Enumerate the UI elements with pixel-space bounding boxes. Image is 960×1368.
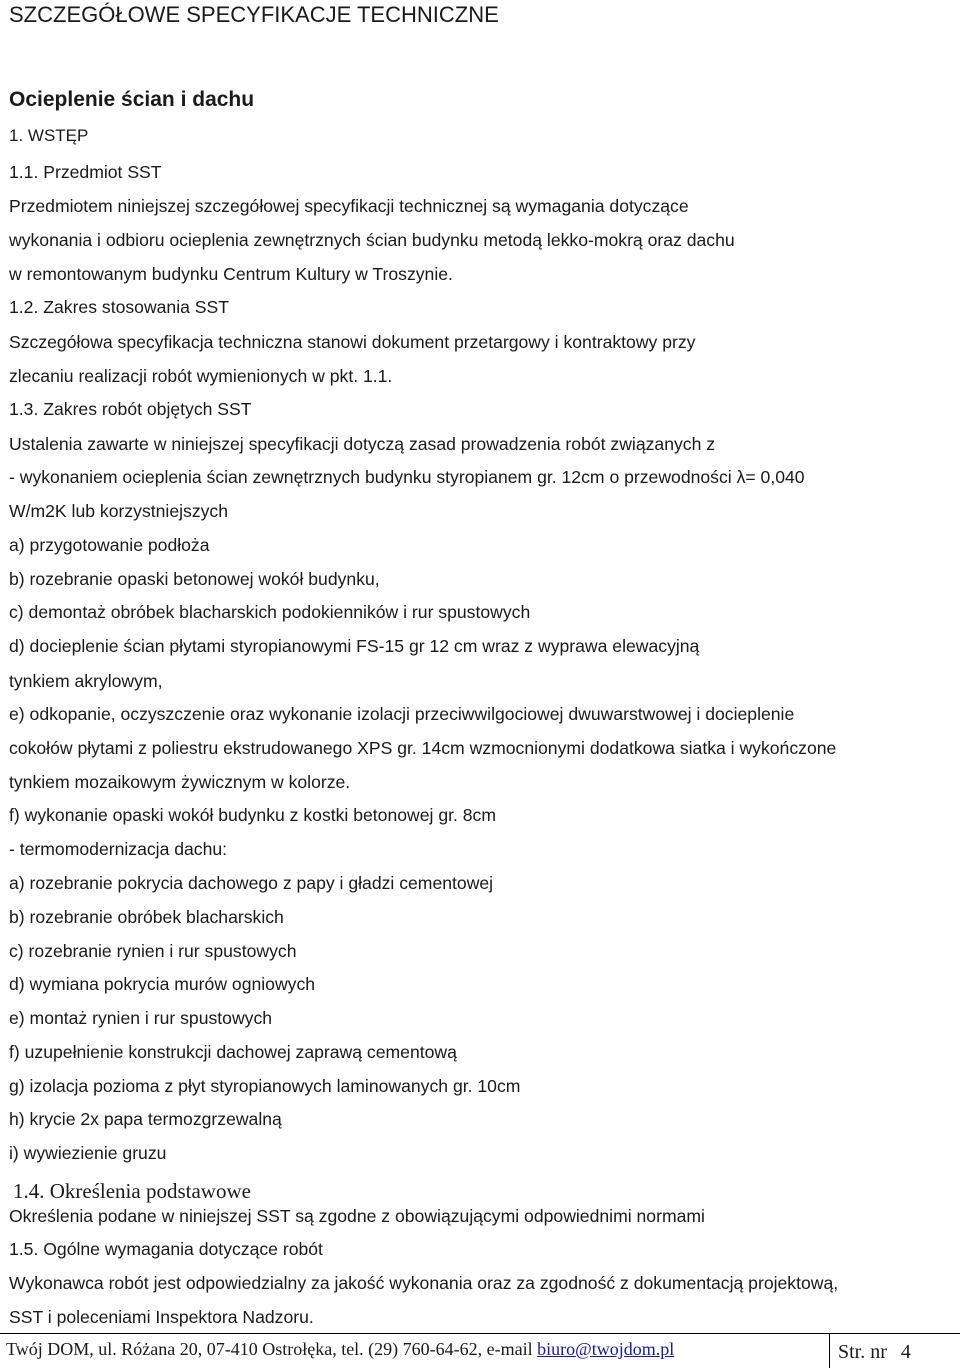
section-heading-1-4: 1.4. Określenia podstawowe (13, 1179, 251, 1203)
page-number: 4 (900, 1341, 911, 1363)
document-title: SZCZEGÓŁOWE SPECYFIKACJE TECHNICZNE (9, 2, 499, 27)
page-footer (0, 1333, 960, 1368)
list-item: b) rozebranie opaski betonowej wokół budynku, (9, 569, 380, 589)
paragraph-line: wykonania i odbioru ocieplenia zewnętrznych ścian budynku metodą lekko-mokrą oraz dachu (9, 230, 735, 250)
list-item: f) wykonanie opaski wokół budynku z kostki betonowej gr. 8cm (9, 805, 497, 825)
list-item: f) uzupełnienie konstrukcji dachowej zaprawą cementową (9, 1042, 457, 1062)
list-item: g) izolacja pozioma z płyt styropianowych laminowanych gr. 10cm (9, 1076, 521, 1096)
footer-email-link[interactable]: biuro@twojdom.pl (537, 1339, 675, 1359)
list-item: c) demontaż obróbek blacharskich podokienników i rur spustowych (9, 602, 531, 622)
paragraph-line: Wykonawca robót jest odpowiedzialny za jakość wykonania oraz za zgodność z dokumentacją projektową, (9, 1273, 839, 1293)
list-item-continuation: cokołów płytami z poliestru ekstrudowanego XPS gr. 14cm wzmocnionymi dodatkowa siatka i wykończone (9, 738, 837, 758)
footer-contact-text: Twój DOM, ul. Różana 20, 07-410 Ostrołęka, tel. (29) 760-64-62, e-mail (6, 1339, 538, 1359)
footer-page-indicator (838, 1340, 911, 1364)
list-item-continuation: tynkiem akrylowym, (9, 671, 163, 691)
list-item: i) wywiezienie gruzu (9, 1143, 167, 1163)
page-label: Str. nr (838, 1341, 887, 1363)
paragraph-line: - termomodernizacja dachu: (9, 839, 228, 859)
list-item: a) przygotowanie podłoża (9, 535, 210, 555)
list-item: d) wymiana pokrycia murów ogniowych (9, 974, 316, 994)
section-heading-1-1: 1.1. Przedmiot SST (9, 162, 162, 182)
list-item: e) montaż rynien i rur spustowych (9, 1008, 273, 1028)
paragraph-line: zlecaniu realizacji robót wymienionych w pkt. 1.1. (9, 366, 393, 386)
paragraph-line: w remontowanym budynku Centrum Kultury w Troszynie. (9, 264, 453, 284)
list-item-continuation: tynkiem mozaikowym żywicznym w kolorze. (9, 772, 351, 792)
footer-rule (0, 1333, 960, 1334)
list-item: e) odkopanie, oczyszczenie oraz wykonanie izolacji przeciwwilgociowej dwuwarstwowej i docieplenie (9, 704, 795, 724)
paragraph-line: Przedmiotem niniejszej szczegółowej specyfikacji technicznej są wymagania dotyczące (9, 196, 689, 216)
paragraph-line: SST i poleceniami Inspektora Nadzoru. (9, 1307, 314, 1327)
footer-divider (829, 1333, 830, 1368)
list-item: d) docieplenie ścian płytami styropianowymi FS-15 gr 12 cm wraz z wyprawa elewacyjną (9, 636, 700, 656)
list-item: b) rozebranie obróbek blacharskich (9, 907, 284, 927)
list-item: h) krycie 2x papa termozgrzewalną (9, 1109, 282, 1129)
list-item: a) rozebranie pokrycia dachowego z papy i gładzi cementowej (9, 873, 494, 893)
paragraph-line: Określenia podane w niniejszej SST są zgodne z obowiązującymi odpowiednimi normami (9, 1206, 705, 1226)
document-subtitle: Ocieplenie ścian i dachu (9, 88, 255, 111)
section-heading-1-2: 1.2. Zakres stosowania SST (9, 297, 230, 317)
section-heading-1-5: 1.5. Ogólne wymagania dotyczące robót (9, 1239, 323, 1259)
list-item: c) rozebranie rynien i rur spustowych (9, 941, 297, 961)
paragraph-line: Ustalenia zawarte w niniejszej specyfikacji dotyczą zasad prowadzenia robót związanych z (9, 434, 716, 454)
paragraph-line: W/m2K lub korzystniejszych (9, 501, 229, 521)
section-heading-1-3: 1.3. Zakres robót objętych SST (9, 399, 252, 419)
paragraph-line: Szczegółowa specyfikacja techniczna stanowi dokument przetargowy i kontraktowy przy (9, 332, 696, 352)
section-heading-1: 1. WSTĘP (9, 126, 89, 145)
paragraph-line: - wykonaniem ocieplenia ścian zewnętrznych budynku styropianem gr. 12cm o przewodności λ= 0,040 (9, 467, 805, 487)
footer-contact (6, 1338, 674, 1360)
